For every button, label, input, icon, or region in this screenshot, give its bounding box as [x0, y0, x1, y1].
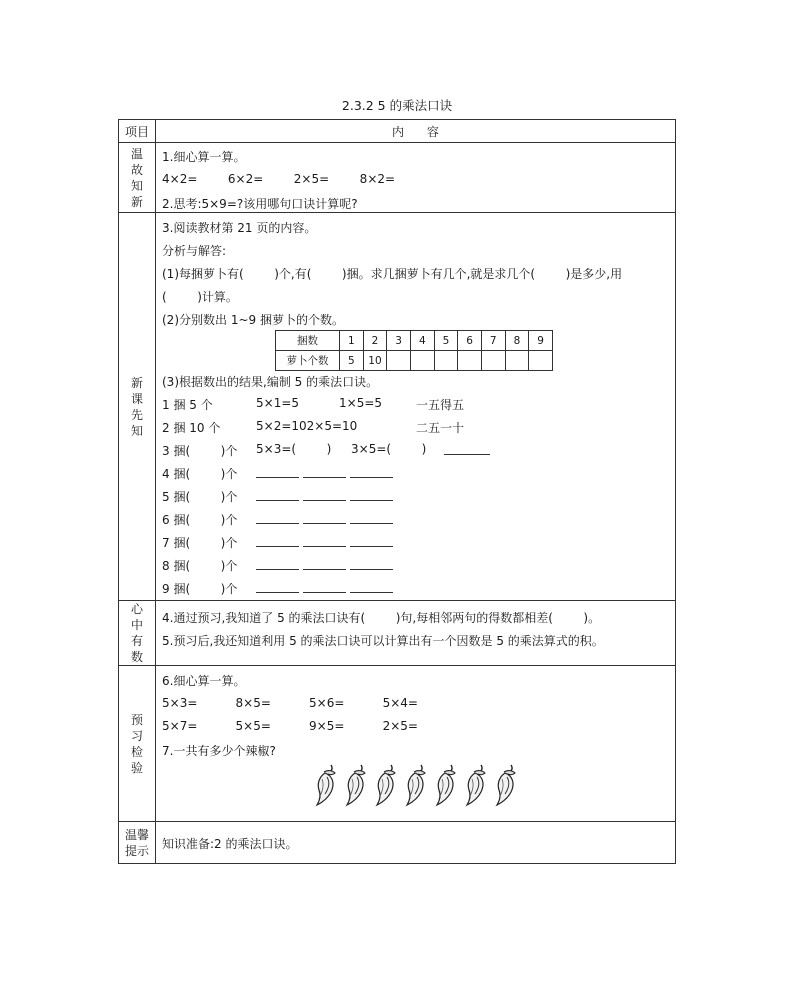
count-cell: 10	[363, 351, 387, 371]
section-body-check	[156, 666, 676, 822]
chili-pepper-icon	[311, 762, 341, 808]
answer-blank-group[interactable]	[256, 580, 393, 596]
answer-blank-group[interactable]	[256, 488, 393, 504]
count-cell-blank[interactable]	[458, 351, 482, 371]
count-cell-blank[interactable]	[434, 351, 458, 371]
text-line: 5×3= 8×5= 5×6= 5×4=	[162, 696, 418, 710]
header-item: 项目	[119, 120, 156, 143]
text-line: 1.细心算一算。	[162, 150, 246, 164]
header-row	[119, 120, 676, 143]
section-label-mind: 心 中 有 数	[119, 601, 156, 666]
count-cell: 8	[505, 331, 529, 351]
bundle-label: 9 捆( )个	[162, 582, 238, 596]
chili-pepper-icon	[341, 762, 371, 808]
text-line: (3)根据数出的结果,编制 5 的乘法口诀。	[162, 375, 379, 389]
equation: 5×3=( )	[256, 442, 332, 456]
bundle-label: 1 捆 5 个	[162, 398, 213, 412]
text-line: 分析与解答:	[162, 244, 227, 258]
count-cell: 3	[387, 331, 411, 351]
text-line: (2)分别数出 1~9 捆萝卜的个数。	[162, 313, 344, 327]
pepper-row	[311, 762, 551, 812]
worksheet-table	[118, 119, 676, 864]
bundle-label: 8 捆( )个	[162, 559, 238, 573]
section-label-tip: 温馨 提示	[119, 822, 156, 864]
section-body-tip	[156, 822, 676, 864]
bundle-label: 6 捆( )个	[162, 513, 238, 527]
equation: 5×2=102×5=10	[256, 419, 358, 433]
text-line: 5.预习后,我还知道利用 5 的乘法口诀可以计算出有一个因数是 5 的乘法算式的积。	[162, 634, 604, 648]
count-cell-blank[interactable]	[481, 351, 505, 371]
header-content: 内 容	[156, 120, 676, 143]
section-body-mind	[156, 601, 676, 666]
page-title: 2.3.2 5 的乘法口诀	[341, 98, 453, 113]
count-cell-blank[interactable]	[410, 351, 434, 371]
section-body-new-lesson	[156, 213, 676, 601]
count-cell: 2	[363, 331, 387, 351]
text-line: 2.思考:5×9=?该用哪句口诀计算呢?	[162, 197, 358, 211]
chili-pepper-icon	[371, 762, 401, 808]
count-table-row-bundles	[276, 331, 553, 351]
section-check	[119, 666, 676, 822]
count-cell: 9	[529, 331, 553, 351]
count-cell: 5	[340, 351, 364, 371]
count-table-header: 捆数	[276, 331, 340, 351]
text-line: 5×7= 5×5= 9×5= 2×5=	[162, 719, 418, 733]
bundle-label: 7 捆( )个	[162, 536, 238, 550]
count-cell: 5	[434, 331, 458, 351]
bundle-label: 5 捆( )个	[162, 490, 238, 504]
count-table-row-radishes	[276, 351, 553, 371]
text-line: 6.细心算一算。	[162, 674, 246, 688]
count-cell: 1	[340, 331, 364, 351]
equation: 3×5=( )	[351, 442, 427, 456]
chili-pepper-icon	[461, 762, 491, 808]
bundle-label: 3 捆( )个	[162, 444, 238, 458]
section-review	[119, 143, 676, 213]
text-line: 4.通过预习,我知道了 5 的乘法口诀有( )句,每相邻两句的得数都相差( )。	[162, 611, 601, 625]
text-line: 知识准备:2 的乘法口诀。	[162, 837, 298, 851]
equation: 5×1=5	[256, 396, 300, 410]
chili-pepper-icon	[401, 762, 431, 808]
answer-blank-group[interactable]	[256, 511, 393, 527]
count-cell: 6	[458, 331, 482, 351]
rhyme-text: 二五一十	[416, 421, 465, 435]
section-mind	[119, 601, 676, 666]
count-cell: 7	[481, 331, 505, 351]
count-cell-blank[interactable]	[505, 351, 529, 371]
text-line: (1)每捆萝卜有( )个,有( )捆。求几捆萝卜有几个,就是求几个( )是多少,用	[162, 267, 623, 281]
answer-blank-group[interactable]	[256, 534, 393, 550]
section-label-new-lesson: 新 课 先 知	[119, 213, 156, 601]
count-cell-blank[interactable]	[387, 351, 411, 371]
count-table-header: 萝卜个数	[276, 351, 340, 371]
bundle-label: 4 捆( )个	[162, 467, 238, 481]
equation: 1×5=5	[339, 396, 383, 410]
text-line: 4×2= 6×2= 2×5= 8×2=	[162, 172, 396, 186]
section-label-check: 预 习 检 验	[119, 666, 156, 822]
section-tip	[119, 822, 676, 864]
section-label-review: 温 故 知 新	[119, 143, 156, 213]
answer-blank[interactable]	[444, 442, 490, 458]
text-line: 7.一共有多少个辣椒?	[162, 744, 276, 758]
section-body-review	[156, 143, 676, 213]
count-cell: 4	[410, 331, 434, 351]
rhyme-text: 一五得五	[416, 398, 465, 412]
text-line: 3.阅读教材第 21 页的内容。	[162, 221, 317, 235]
section-new-lesson	[119, 213, 676, 601]
count-table	[275, 330, 553, 371]
answer-blank-group[interactable]	[256, 465, 393, 481]
answer-blank-group[interactable]	[256, 557, 393, 573]
text-line: ( )计算。	[162, 290, 238, 304]
count-cell-blank[interactable]	[529, 351, 553, 371]
bundle-label: 2 捆 10 个	[162, 421, 221, 435]
chili-pepper-icon	[491, 762, 521, 808]
chili-pepper-icon	[431, 762, 461, 808]
